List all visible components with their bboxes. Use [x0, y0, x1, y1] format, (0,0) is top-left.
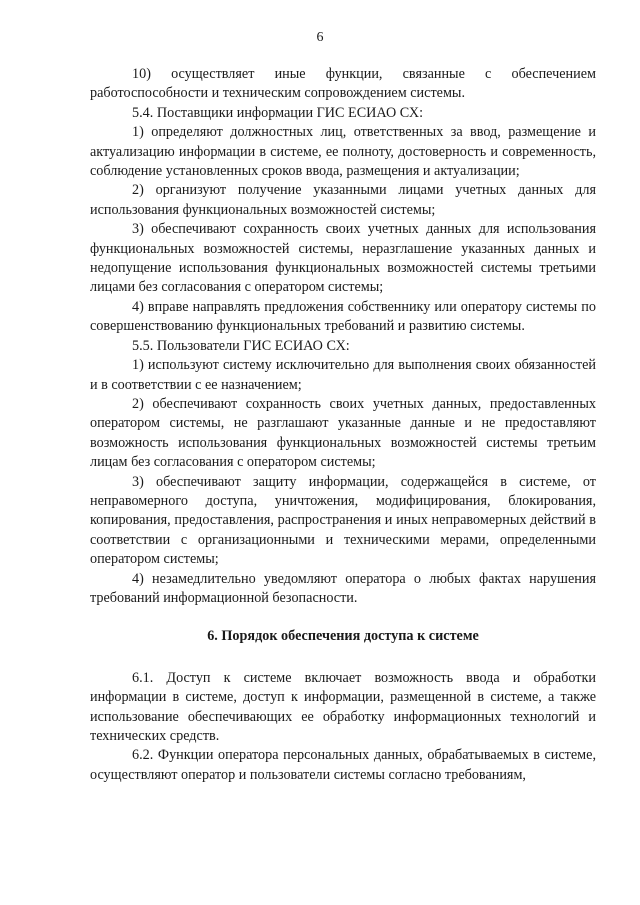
- paragraph-5-4-item-3: 3) обеспечивают сохранность своих учетных данных для использования функциональных возможностей системы, неразглашение указанных данных и недопущение использования функциональных возможностей системы третьими лицами без согласования с оператором системы;: [90, 221, 596, 296]
- paragraph-5-5-item-4: 4) незамедлительно уведомляют оператора о любых фактах нарушения требований информационной безопасности.: [90, 570, 596, 606]
- paragraph-5-4-item-1: 1) определяют должностных лиц, ответственных за ввод, размещение и актуализацию информации в системе, ее полноту, достоверность и современность, соблюдение установленных сроков ввода, размещения и актуализации;: [90, 124, 596, 180]
- paragraph-5-4-item-2: 2) организуют получение указанными лицами учетных данных для использования функциональных возможностей системы;: [90, 182, 596, 218]
- document-body: [90, 65, 596, 785]
- section-heading: 6. Порядок обеспечения доступа к системе: [207, 628, 479, 645]
- paragraph-5-5-item-2: 2) обеспечивают сохранность своих учетных данных, предоставленных оператором системы, не разглашают указанные данные и не предоставляют возможность использования функциональных возможностей системы третьим лицам без согласования с оператором системы;: [90, 395, 596, 471]
- paragraph-10-other-functions: 10) осуществляет иные функции, связанные с обеспечением работоспособности и техническим сопровождением системы.: [90, 66, 596, 102]
- page-number: 6: [316, 30, 324, 45]
- paragraph-5-5-item-3: 3) обеспечивают защиту информации, содержащейся в системе, от неправомерного доступа, уничтожения, модифицирования, блокирования, копирования, предоставления, распространения и иных неправомерных действий в соответствии с организационными и техническими мерами, определенными оператором системы;: [90, 473, 596, 568]
- paragraph-5-4-header: 5.4. Поставщики информации ГИС ЕСИАО СХ:: [132, 104, 424, 121]
- paragraph-5-5-header: 5.5. Пользователи ГИС ЕСИАО СХ:: [132, 337, 350, 354]
- paragraph-6-1: 6.1. Доступ к системе включает возможность ввода и обработки информации в системе, доступ к информации, размещенной в системе, а также использование обеспечивающих ее обработку информационных технологий и технических средств.: [90, 669, 596, 744]
- paragraph-5-5-item-1: 1) используют систему исключительно для выполнения своих обязанностей и в соответствии с ее назначением;: [90, 357, 596, 393]
- paragraph-6-2: 6.2. Функции оператора персональных данных, обрабатываемых в системе, осуществляют оператор и пользователи системы согласно требованиям,: [90, 747, 596, 783]
- paragraph-5-4-item-4: 4) вправе направлять предложения собственнику или оператору системы по совершенствованию функциональных требований и развитию системы.: [90, 298, 596, 335]
